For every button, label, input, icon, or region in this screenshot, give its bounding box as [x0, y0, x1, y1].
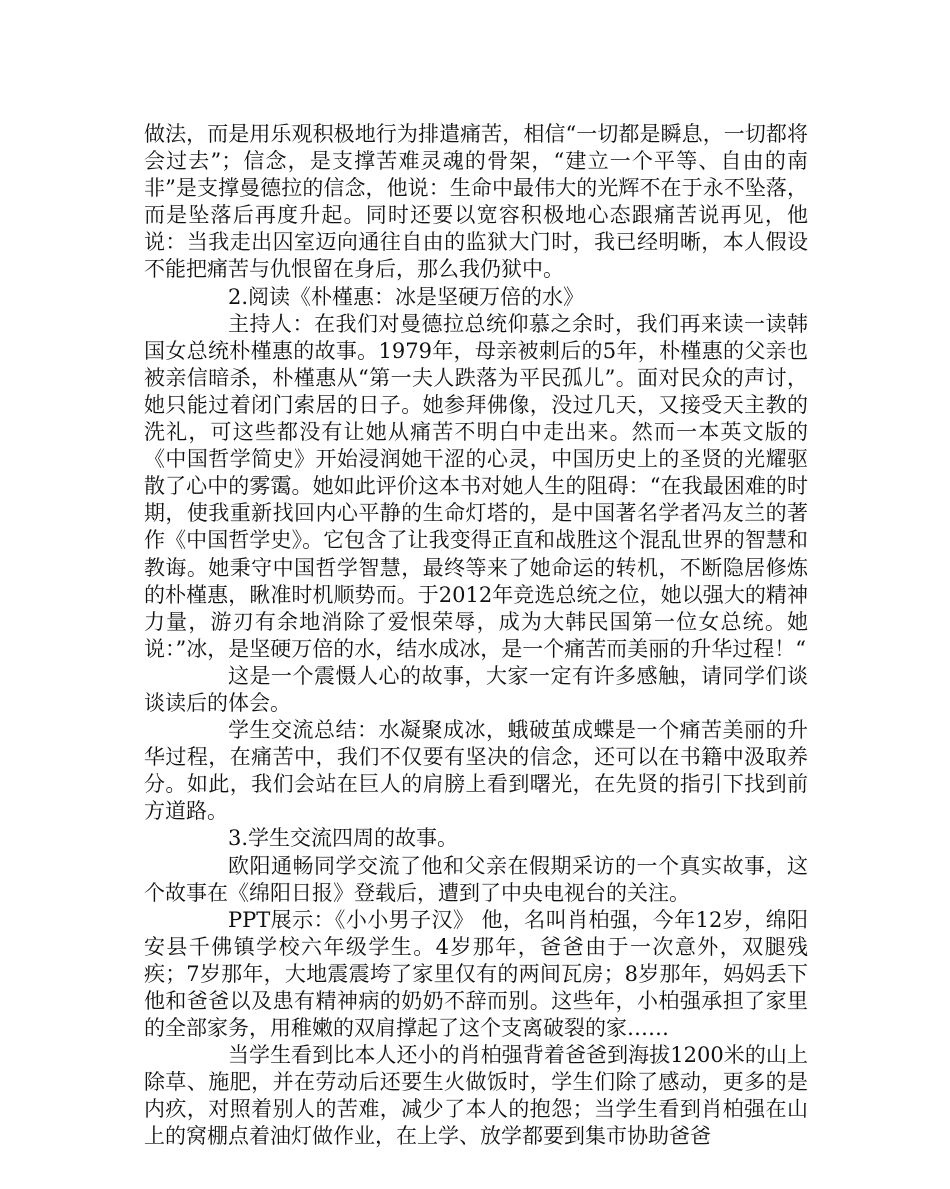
body-text [144, 121, 808, 1151]
paragraph-park-geun-hye-story: 主持人：在我们对曼德拉总统仰慕之余时，我们再来读一读韩国女总统朴槿惠的故事。1979年，母亲被刺后的5年，朴槿惠的父亲也被亲信暗杀，朴槿惠从“第一夫人跌落为平民孤儿”。面对民众的声讨，她只能过着闭门索居的日子。她参拜佛像，没过几天，又接受天主教的洗礼，可这些都没有让她从痛苦不明白中走出来。然而一本英文版的《中国哲学简史》开始浸润她干涩的心灵，中国历史上的圣贤的光耀驱散了心中的雾霭。她如此评价这本书对她人生的阻碍：“在我最困难的时期，使我重新找回内心平静的生命灯塔的，是中国著名学者冯友兰的著作《中国哲学史》。它包含了让我变得正直和战胜这个混乱世界的智慧和教诲。她秉守中国哲学智慧，最终等来了她命运的转机，不断隐居修炼的朴槿惠，瞅准时机顺势而。于2012年竞选总统之位，她以强大的精神力量，游刃有余地消除了爱恨荣辱，成为大韩民国第一位女总统。她说：”冰，是坚硬万倍的水，结水成冰，是一个痛苦而美丽的升华过程！“ [144, 311, 808, 661]
paragraph-ppt-display: PPT展示：《小小男子汉》 他，名叫肖柏强，今年12岁，绵阳安县千佛镇学校六年级学生。4岁那年，爸爸由于一次意外，双腿残疾；7岁那年，大地震震垮了家里仅有的两间瓦房；8岁那年，妈妈丢下他和爸爸以及患有精神病的奶奶不辞而别。这些年，小柏强承担了家里的全部家务，用稚嫩的双肩撑起了这个支离破裂的家…… [144, 907, 808, 1041]
paragraph-student-summary: 学生交流总结：水凝聚成冰，蛾破茧成蝶是一个痛苦美丽的升华过程，在痛苦中，我们不仅要有坚决的信念，还可以在书籍中汲取养分。如此，我们会站在巨人的肩膀上看到曙光，在先贤的指引下找到前方道路。 [144, 718, 808, 824]
paragraph-ouyang-story: 欧阳通畅同学交流了他和父亲在假期采访的一个真实故事，这个故事在《绵阳日报》登载后，遭到了中央电视台的关注。 [144, 853, 808, 905]
paragraph-mandela-conclusion: 做法，而是用乐观积极地行为排遣痛苦，相信“一切都是瞬息，一切都将会过去”；信念，是支撑苦难灵魂的骨架，“建立一个平等、自由的南非”是支撑曼德拉的信念，他说：生命中最伟大的光辉不在于永不坠落，而是坠落后再度升起。同时还要以宽容积极地心态跟痛苦说再见，他说：当我走出囚室迈向通往自由的监狱大门时，我已经明晰，本人假设不能把痛苦与仇恨留在身后，那么我仍狱中。 [144, 122, 808, 282]
section-heading-park-geun-hye: 2.阅读《朴槿惠：冰是坚硬万倍的水》 [228, 284, 585, 309]
paragraph-student-reaction: 当学生看到比本人还小的肖柏强背着爸爸到海拔1200米的山上除草、施肥，并在劳动后还要生火做饭时，学生们除了感动，更多的是内疚，对照着别人的苦难，减少了本人的抱怨；当学生看到肖柏强在山上的窝棚点着油灯做作业，在上学、放学都要到集市协助爸爸 [144, 1043, 808, 1149]
paragraph-discussion-prompt: 这是一个震慑人心的故事，大家一定有许多感触，请同学们谈谈读后的体会。 [144, 663, 808, 715]
section-heading-local-stories: 3.学生交流四周的故事。 [228, 826, 459, 851]
